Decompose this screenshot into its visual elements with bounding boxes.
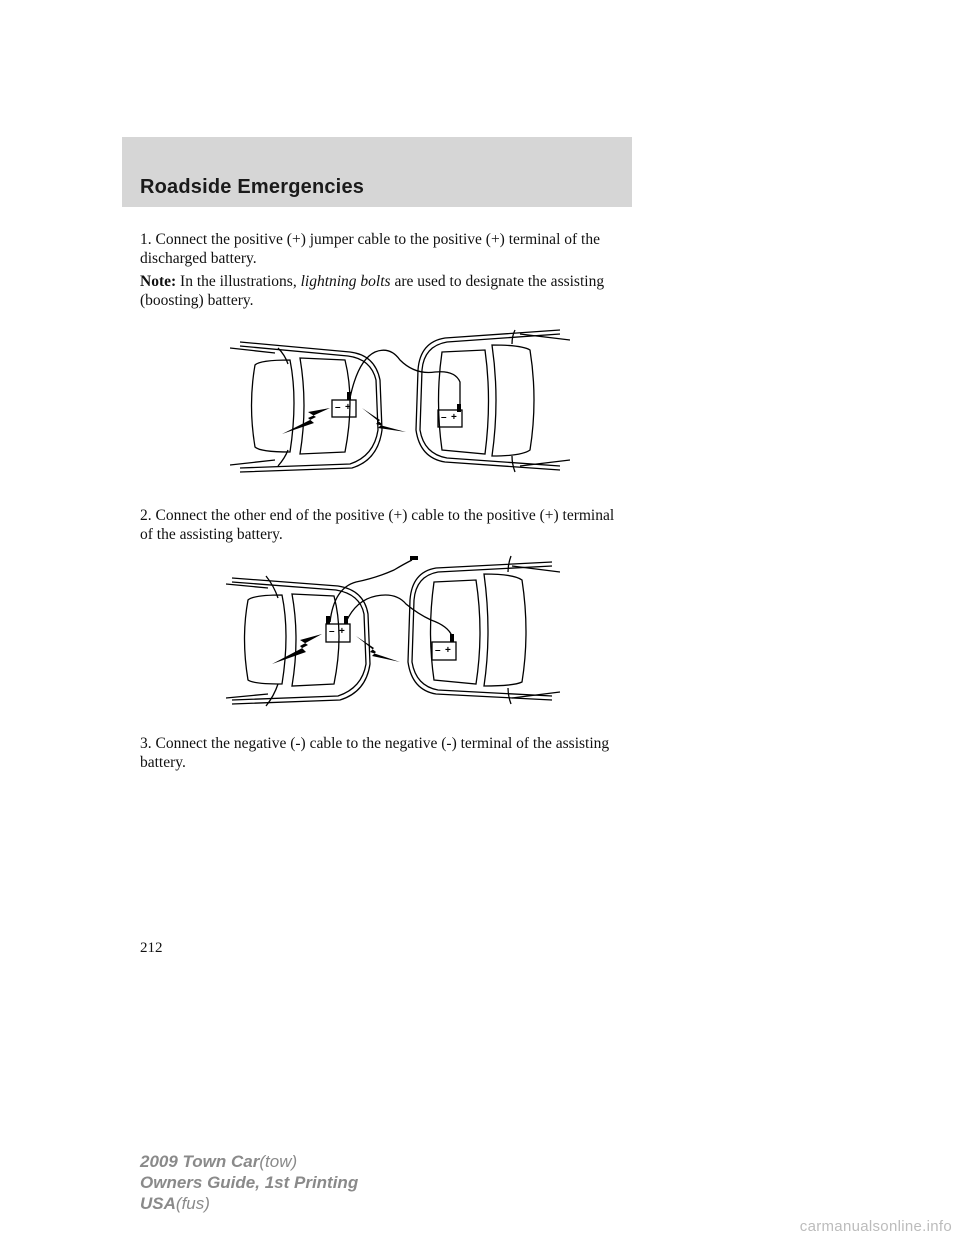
note-text-before: In the illustrations, xyxy=(180,273,297,290)
jump-start-illustration-1 xyxy=(230,320,570,480)
footer-printing: Owners Guide, 1st Printing xyxy=(140,1173,359,1192)
lightning-bolt-right xyxy=(356,636,400,662)
note-emphasis: lightning bolts xyxy=(300,273,391,290)
lightning-bolt-right xyxy=(362,408,406,432)
battery-plus-label: + xyxy=(445,645,451,656)
battery-minus-label: – xyxy=(329,626,335,637)
step-1-text: 1. Connect the positive (+) jumper cable to the positive (+) terminal of the discharged battery. xyxy=(140,231,600,267)
battery-plus-label: + xyxy=(345,402,351,413)
left-car-body xyxy=(240,342,382,472)
battery-minus-label: – xyxy=(441,412,447,423)
watermark: carmanualsonline.info xyxy=(799,1218,952,1235)
note-paragraph xyxy=(140,272,620,310)
lightning-bolt-left xyxy=(282,408,330,434)
battery-minus-label: – xyxy=(335,402,341,413)
battery-plus-label: + xyxy=(339,626,345,637)
step-3-text: 3. Connect the negative (-) cable to the negative (-) terminal of the assisting battery. xyxy=(140,735,610,771)
step-2-text: 2. Connect the other end of the positive (+) cable to the positive (+) terminal of the assisting battery. xyxy=(140,507,615,543)
positive-jumper-cable xyxy=(350,350,460,408)
footer-model: 2009 Town Car xyxy=(140,1152,260,1171)
jump-start-illustration-2 xyxy=(226,552,560,712)
lightning-bolt-left xyxy=(272,634,322,664)
battery-plus-label: + xyxy=(451,412,457,423)
footer-market: USA xyxy=(140,1194,176,1213)
page-number: 212 xyxy=(140,940,163,956)
footer-model-code: (tow) xyxy=(259,1152,298,1171)
battery-minus-label: – xyxy=(435,645,441,656)
footer-market-code: (fus) xyxy=(175,1194,210,1213)
page-title: Roadside Emergencies xyxy=(140,176,365,198)
positive-jumper-cable xyxy=(346,595,452,636)
note-label: Note: xyxy=(140,273,177,290)
positive-cable-loose-end xyxy=(330,560,412,622)
note-text-after: are used to designate the assisting (boosting) battery. xyxy=(140,273,605,309)
footer-imprint xyxy=(140,1151,358,1214)
